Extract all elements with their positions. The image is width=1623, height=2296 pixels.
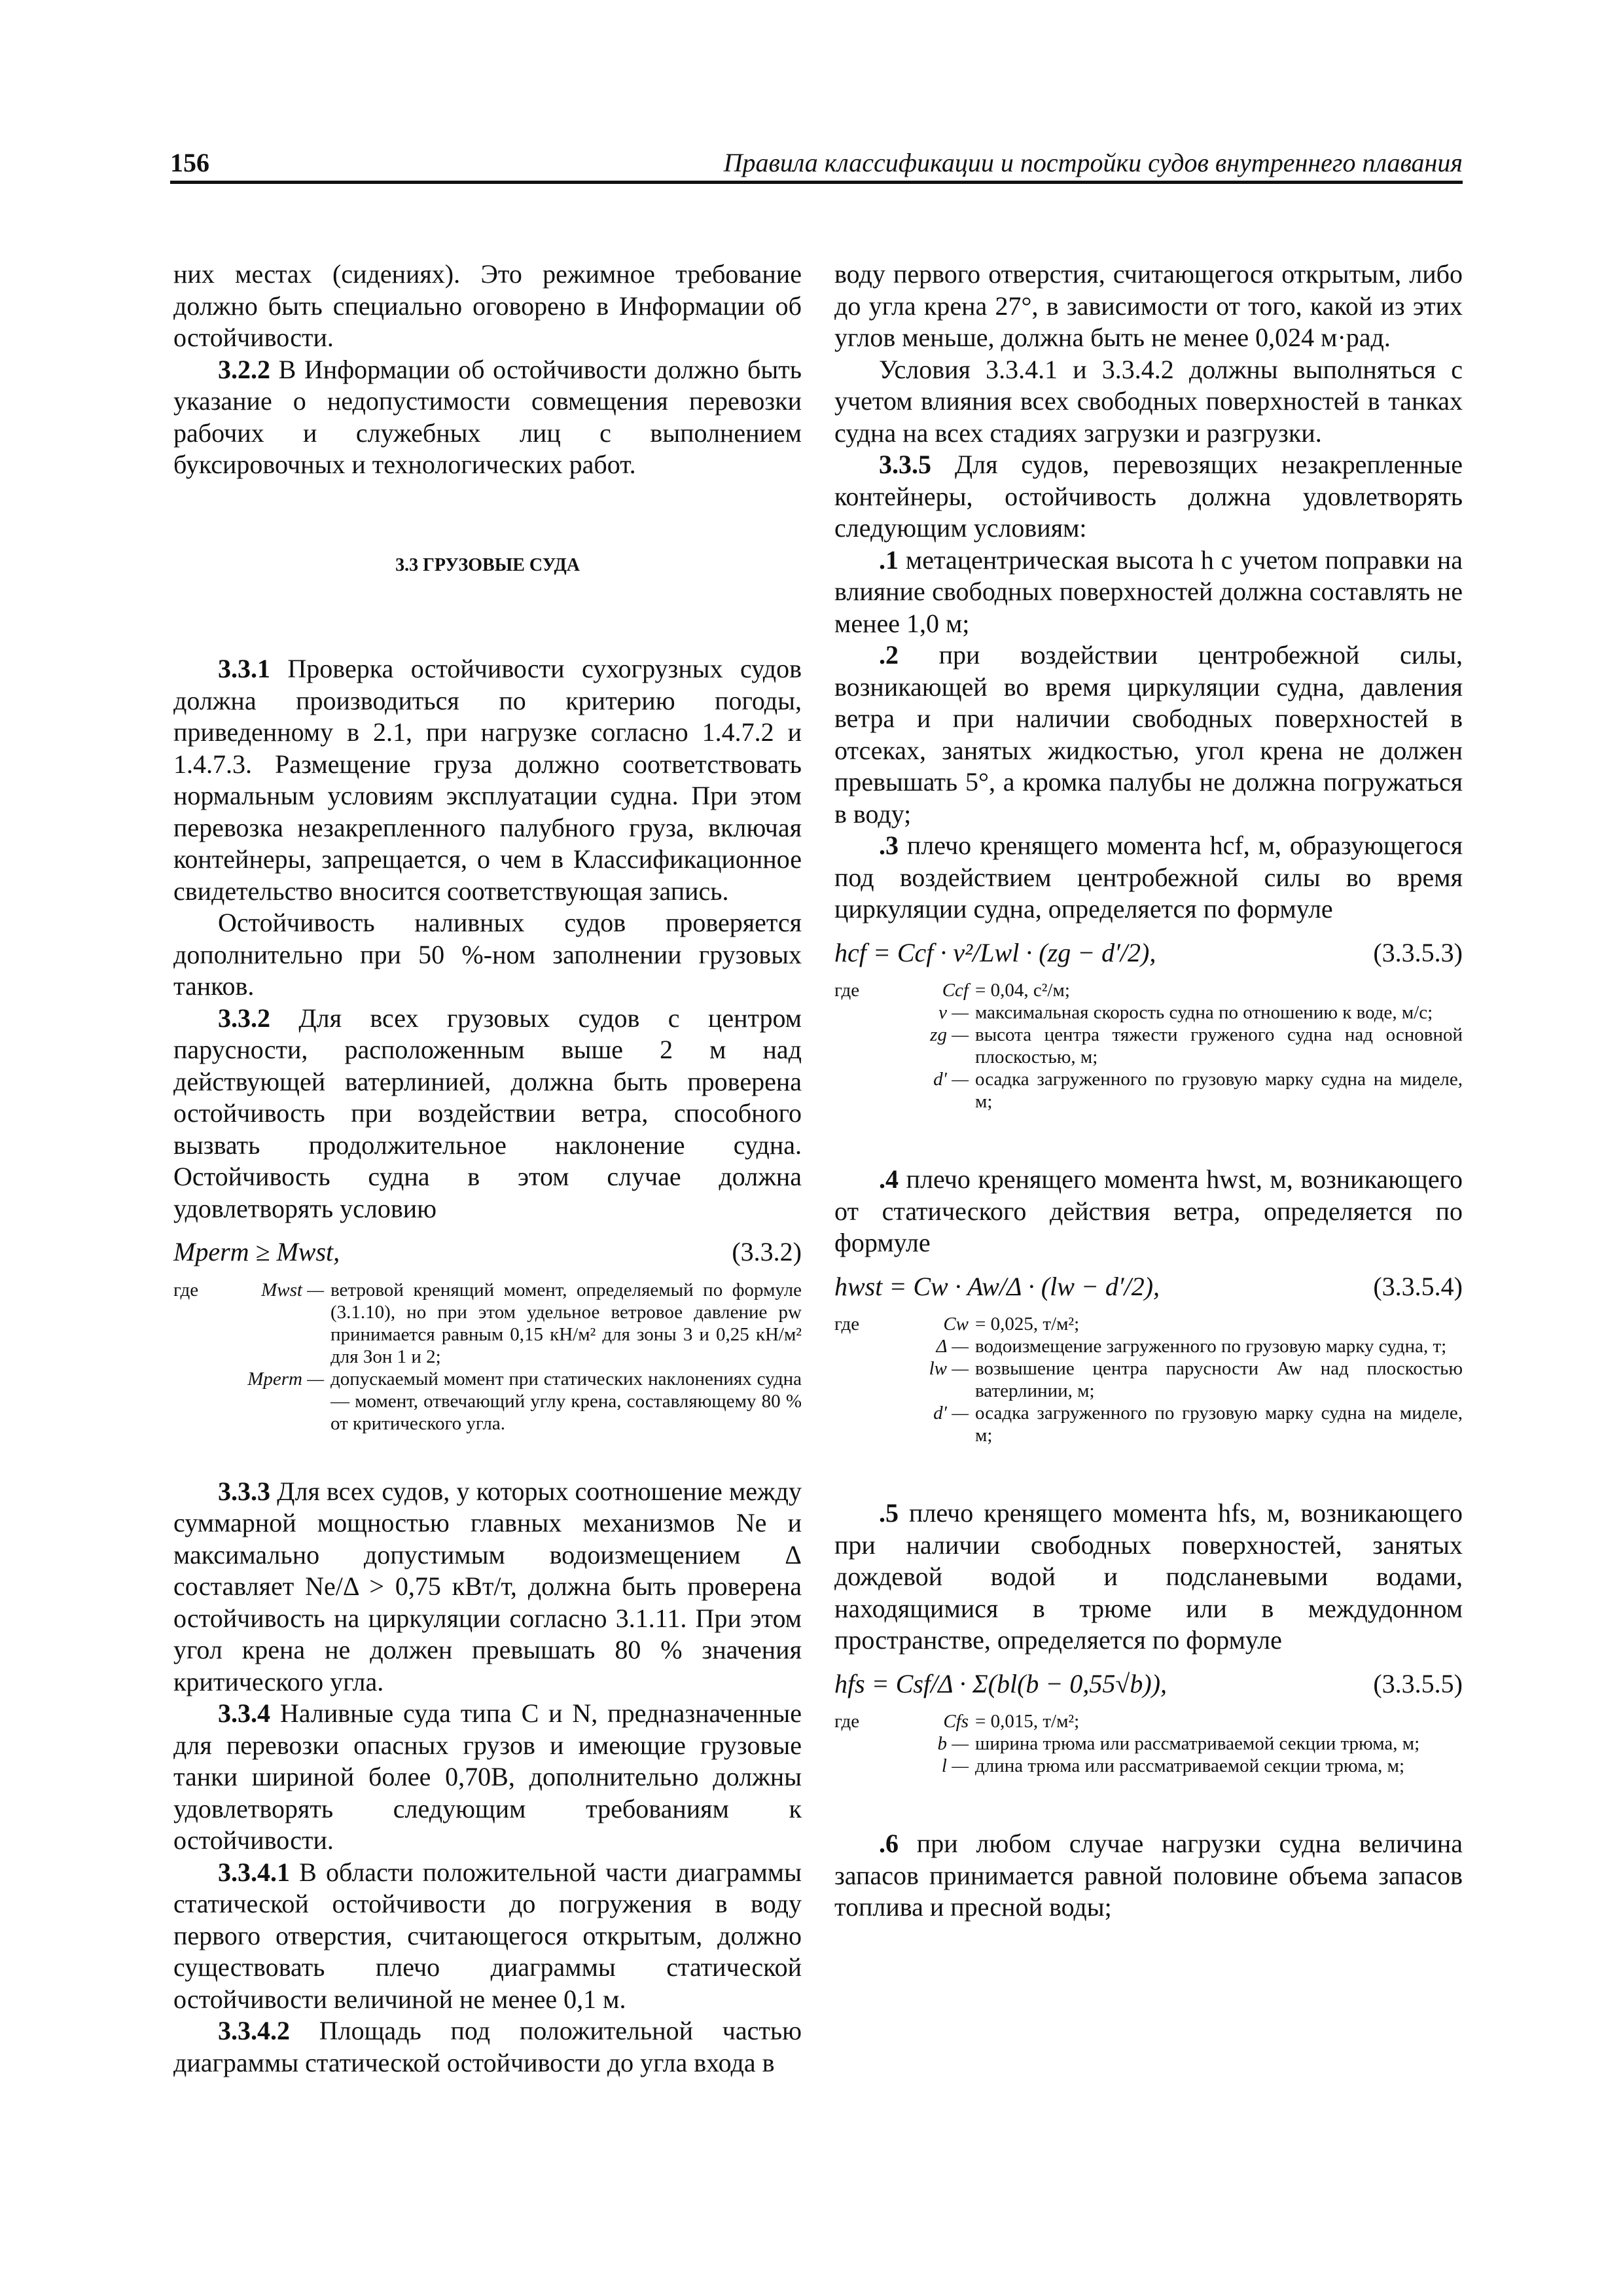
list-item-6: .6 при любом случае нагрузки судна величина запасов принимается равной половине объема запасов топлива и пресной воды; [834, 1829, 1463, 1922]
list-item-3: .3 плечо кренящего момента hcf, м, образующегося под воздействием центробежной силы во время циркуляции судна, определяется по формуле [834, 831, 1463, 924]
legend-row: где Cw = 0,025, т/м²; [834, 1314, 1080, 1335]
legend-row: Δ — водоизмещение загруженного по грузовую марку судна, т; [936, 1336, 1447, 1357]
formula-number: (3.3.2) [732, 1237, 802, 1266]
page-number: 156 [170, 148, 209, 177]
list-item-5: .5 плечо кренящего момента hfs, м, возникающего при наличии свободных поверхностей, занятых дождевой водой и подсланевыми водами, находящимися в трюме или в междудонном пространстве, определяется по формуле [834, 1498, 1463, 1655]
paragraph-3-3-4-1: 3.3.4.1 В области положительной части диаграммы статической остойчивости до погружения в воду первого отверстия, считающегося открытым, должно существовать плечо диаграммы статической остойчивости величиной не менее 0,1 м. [173, 1857, 802, 2014]
formula-3-3-5-3 [834, 937, 1463, 969]
paragraph: них местах (сидениях). Это режимное требование должно быть специально оговорено в Информации об остойчивости. [173, 259, 802, 352]
formula-3-3-5-4 [834, 1271, 1463, 1303]
paragraph: воду первого отверстия, считающегося открытым, либо до угла крена 27°, в зависимости от того, какой из этих углов меньше, должна быть не менее 0,024 м·рад. [834, 259, 1463, 352]
paragraph-3-3-4-2: 3.3.4.2 Площадь под положительной частью диаграммы статической остойчивости до угла входа в [173, 2016, 802, 2077]
paragraph-3-3-4: 3.3.4 Наливные суда типа C и N, предназначенные для перевозки опасных грузов и имеющие грузовые танки шириной более 0,70B, дополнительно должны удовлетворять следующим требованиям к остойчивости. [173, 1698, 802, 1855]
formula-legend [834, 979, 1463, 1113]
paragraph-3-3-5: 3.3.5 Для судов, перевозящих незакрепленные контейнеры, остойчивость должна удовлетворять следующим условиям: [834, 450, 1463, 543]
list-item-2: .2 при воздействии центробежной силы, возникающей во время циркуляции судна, давления ветра и при наличии свободных поверхностей в отсеках, занятых жидкостью, угол крена не должен превышать 5°, а кромка палубы не должна погружаться в воду; [834, 640, 1463, 829]
formula-number: (3.3.5.4) [1373, 1271, 1463, 1301]
formula-3-3-5-5 [834, 1668, 1463, 1700]
legend-row: lw — возвышение центра парусности Aw над плоскостью ватерлинии, м; [929, 1358, 1463, 1401]
legend-row: zg — высота центра тяжести груженого судна над основной плоскостью, м; [930, 1024, 1463, 1067]
left-column [173, 259, 802, 2079]
paragraph: Остойчивость наливных судов проверяется дополнительно при 50 %-ном заполнении грузовых танков. [173, 908, 802, 1001]
paragraph-3-2-2: 3.2.2 В Информации об остойчивости должно быть указание о недопустимости совмещения перевозки рабочих и служебных лиц с выполнением буксировочных и технологических работ. [173, 354, 802, 479]
paragraph: Условия 3.3.4.1 и 3.3.4.2 должны выполняться с учетом влияния всех свободных поверхностей в танках судна на всех стадиях загрузки и разгрузки. [834, 354, 1463, 448]
legend-row: b — ширина трюма или рассматриваемой секции трюма, м; [937, 1733, 1420, 1754]
legend-row: l — длина трюма или рассматриваемой секции трюма, м; [941, 1755, 1405, 1776]
formula-expression: hfs = Csf/Δ · Σ(bl(b − 0,55√b)), [834, 1668, 1168, 1698]
section-title: 3.3 ГРУЗОВЫЕ СУДА [395, 554, 580, 575]
right-column [834, 259, 1463, 1924]
formula-expression: hcf = Ccf · v²/Lwl · (zg − d′/2), [834, 937, 1156, 967]
legend-row: где Ccf = 0,04, с²/м; [834, 980, 1070, 1001]
page-header [170, 144, 1463, 182]
formula-legend [834, 1710, 1463, 1777]
formula-expression: Mperm ≥ Mwst, [173, 1237, 340, 1266]
legend-row: v — максимальная скорость судна по отношению к воде, м/с; [938, 1002, 1433, 1023]
formula-expression: hwst = Cw · Aw/Δ · (lw − d′/2), [834, 1271, 1160, 1301]
list-item-4: .4 плечо кренящего момента hwst, м, возникающего от статического действия ветра, определяется по формуле [834, 1164, 1463, 1257]
list-item-1: .1 метацентрическая высота h с учетом поправки на влияние свободных поверхностей должна составлять не менее 1,0 м; [834, 545, 1463, 638]
legend-row: d′ — осадка загруженного по грузовую марку судна на миделе, м; [933, 1069, 1463, 1112]
formula-legend [834, 1313, 1463, 1446]
legend-row: где Cfs = 0,015, т/м²; [834, 1711, 1080, 1732]
paragraph-3-3-3: 3.3.3 Для всех судов, у которых соотношение между суммарной мощностью главных механизмов Ne и максимально допустимым водоизмещением Δ составляет Ne/Δ > 0,75 кВт/т, должна быть проверена остойчивость на циркуляции согласно 3.1.11. При этом угол крена не должен превышать 80 % значения критического угла. [173, 1476, 802, 1696]
paragraph-3-3-1: 3.3.1 Проверка остойчивости сухогрузных судов должна производиться по критерию погоды, приведенному в 2.1, при нагрузке согласно 1.4.7.2 и 1.4.7.3. Размещение груза должно соответствовать нормальным условиям эксплуатации судна. При этом перевозка незакрепленного палубного груза, включая контейнеры, запрещается, о чем в Классификационное свидетельство вносится соответствующая запись. [173, 654, 802, 906]
legend-row: где Mwst — ветровой кренящий момент, определяемый по формуле (3.1.10), но при этом удельное ветровое давление pw принимается равным 0,15 кН/м² для зоны 3 и 0,25 кН/м² для Зон 1 и 2; [173, 1279, 802, 1367]
formula-number: (3.3.5.3) [1373, 937, 1463, 967]
header-rule [170, 181, 1463, 184]
legend-row: d′ — осадка загруженного по грузовую марку судна на миделе, м; [933, 1403, 1463, 1446]
formula-number: (3.3.5.5) [1373, 1668, 1463, 1698]
running-title: Правила классификации и постройки судов внутреннего плавания [723, 148, 1463, 177]
formula-3-3-2 [173, 1236, 802, 1268]
formula-legend [173, 1279, 802, 1435]
legend-row: Mperm — допускаемый момент при статических наклонениях судна — момент, отвечающий углу крена, составляющему 80 % от критического угла. [247, 1368, 802, 1434]
paragraph-3-3-2: 3.3.2 Для всех грузовых судов с центром парусности, расположенным выше 2 м над действующей ватерлинией, должна быть проверена остойчивость при воздействии ветра, способного вызвать продолжительное наклонение судна. Остойчивость судна в этом случае должна удовлетворять условию [173, 1003, 802, 1223]
